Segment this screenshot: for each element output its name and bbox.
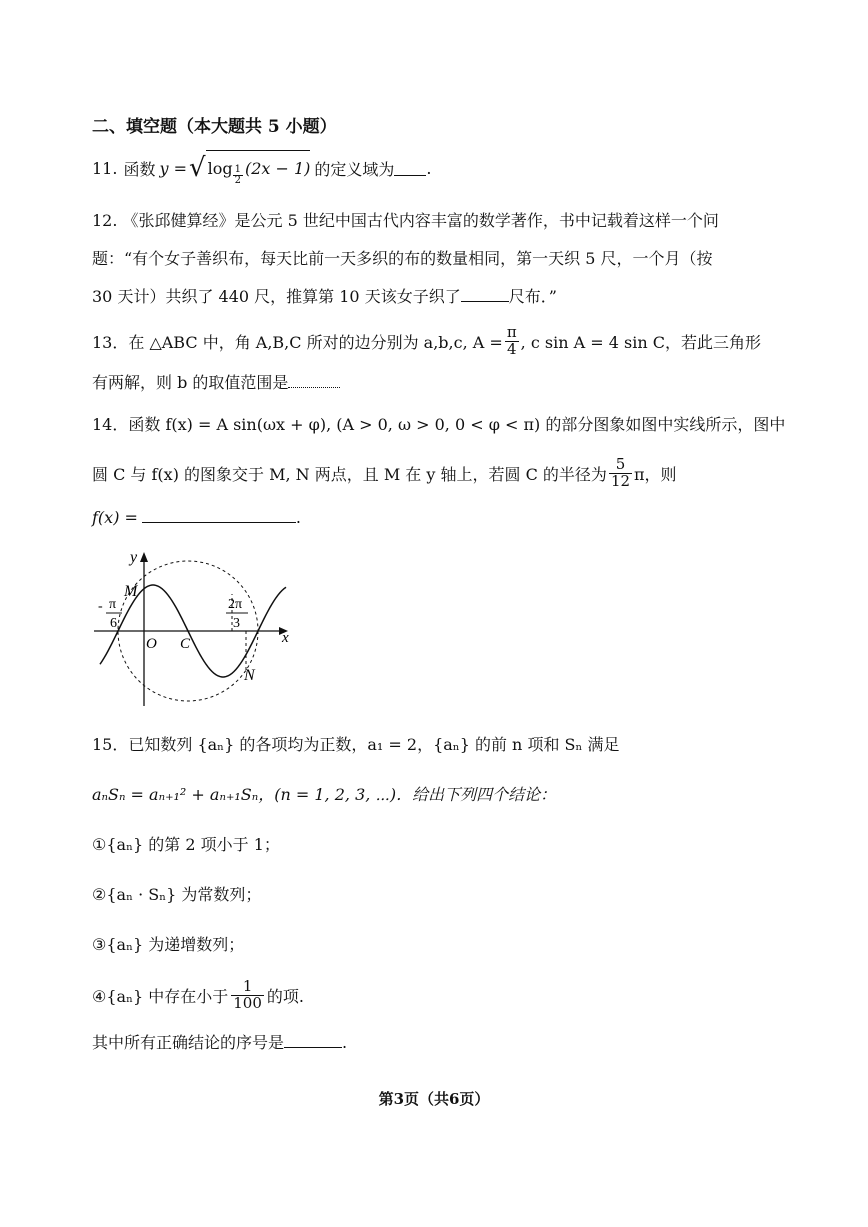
- point-c-label: C: [180, 636, 191, 652]
- right-frac-den: 3: [233, 616, 240, 631]
- q15-answer-blank: [284, 1033, 342, 1048]
- q15-fraction: $\frac{1}{100}$: [233, 976, 262, 1012]
- q15-line-1: 15．已知数列 {aₙ} 的各项均为正数，a₁ = 2，{aₙ} 的前 n 项和 Sₙ 满足: [92, 735, 620, 754]
- origin-label: O: [146, 636, 157, 652]
- q11-func: y =: [159, 158, 187, 178]
- x-axis-label: x: [282, 630, 289, 646]
- q11-radicand: [206, 150, 311, 187]
- right-frac-num: 2π: [228, 597, 243, 612]
- q14-line-3: f(x) = .: [92, 508, 302, 527]
- sqrt-sign-icon: √: [189, 153, 206, 183]
- page-footer: 第3页（共6页）: [378, 1090, 490, 1108]
- q12-answer-blank: [461, 287, 509, 302]
- q11-arg: (2x − 1): [244, 159, 311, 178]
- neg-sign: -: [98, 599, 103, 614]
- q15-line-2: aₙSₙ = aₙ₊₁² + aₙ₊₁Sₙ，(n = 1, 2, 3, ⋯)．给出下列四个结论：: [92, 785, 557, 804]
- sine-circle-figure: [90, 542, 310, 712]
- q11-number: 11.: [92, 158, 118, 178]
- q15-final: 其中所有正确结论的序号是 .: [92, 1033, 348, 1052]
- q11-suffix: 的定义域为: [314, 159, 395, 179]
- q13-line-2: 有两解，则 b 的取值范围是: [92, 370, 340, 393]
- q12-line-1: 12. 《张邱健算经》是公元 5 世纪中国古代内容丰富的数学著作，书中记载着这样一个问: [92, 211, 719, 230]
- q15-conclusion-1: ①{aₙ} 的第 2 项小于 1；: [92, 835, 280, 854]
- y-axis-label: y: [130, 549, 138, 566]
- q12-line-3: 30 天计）共织了 440 尺，推算第 10 天该女子织了 尺布．”: [92, 287, 557, 306]
- q11-prefix: 函数: [123, 159, 156, 179]
- section-heading: 二、填空题（本大题共 5 小题）: [92, 117, 337, 137]
- q15-conclusion-2: ②{aₙ · Sₙ} 为常数列；: [92, 885, 262, 904]
- q15-conclusion-4: ④{aₙ} 中存在小于 $\frac{1}{100}$ 的项.: [92, 976, 304, 1012]
- q11-answer-blank: [394, 161, 426, 176]
- q14-line-1: 14．函数 f(x) = A sin(ωx + φ), (A > 0, ω > 0, 0 < φ < π) 的部分图象如图中实线所示，图中: [92, 415, 786, 434]
- q12-line-2: 题：“有个女子善织布，每天比前一天多织的布的数量相同，第一天织 5 尺，一个月（按: [92, 249, 713, 268]
- neg-frac-den: 6: [110, 616, 117, 631]
- q13-answer-blank: [288, 373, 340, 388]
- q11-log-base: $\frac{1}{2}$: [234, 163, 241, 186]
- q14-answer-blank: [142, 508, 296, 523]
- q14-line-2: 圆 C 与 f(x) 的图象交于 M, N 两点，且 M 在 y 轴上，若圆 C 的半径为 $\frac{5}{12}$ π，则: [92, 454, 677, 490]
- q13-line-1: 13．在 △ABC 中，角 A,B,C 所对的边分别为 a,b,c, A = $\frac{\pi}{4}$ , c sin A = 4 sin C，若此三角形: [92, 322, 761, 358]
- q15-conclusion-3: ③{aₙ} 为递增数列；: [92, 935, 245, 954]
- q13-angle-fraction: $\frac{\pi}{4}$: [506, 322, 517, 358]
- q14-radius-fraction: $\frac{5}{12}$: [610, 454, 631, 490]
- point-m-label: M: [124, 583, 138, 600]
- q11-log: log: [207, 159, 233, 178]
- y-axis-arrow-icon: [140, 552, 148, 562]
- neg-frac-num: π: [109, 597, 117, 612]
- question-11: 11. 函数 y = √ log $\frac{1}{2}$ (2x − 1) 的定义域为 .: [92, 146, 432, 190]
- point-n-label: N: [244, 667, 255, 684]
